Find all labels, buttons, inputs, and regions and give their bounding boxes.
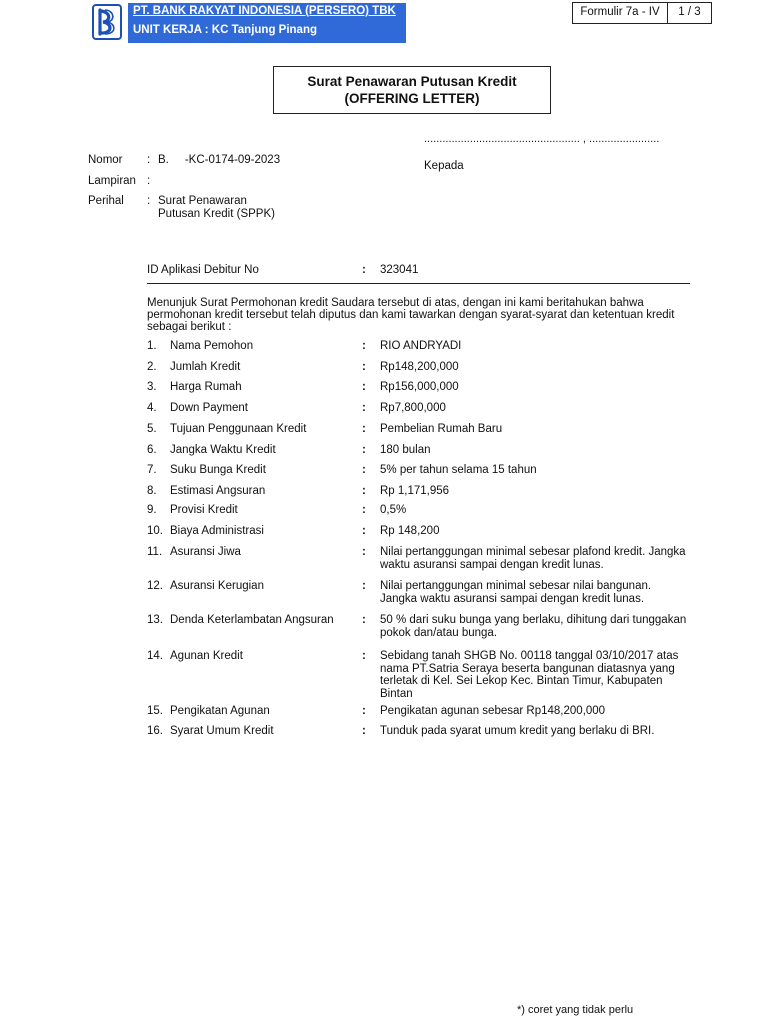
item-colon: : (362, 340, 366, 352)
item-value: Rp7,800,000 (380, 402, 446, 414)
page-number: 1 / 3 (678, 6, 701, 18)
item-label: Provisi Kredit (170, 504, 238, 516)
title-line-1: Surat Penawaran Putusan Kredit (307, 74, 517, 89)
form-code-box (572, 2, 712, 24)
item-value: Rp148,200,000 (380, 361, 459, 373)
item-label: Syarat Umum Kredit (170, 725, 274, 737)
item-value: Tunduk pada syarat umum kredit yang berlaku di BRI. (380, 725, 655, 737)
item-number: 10. (147, 525, 163, 537)
item-colon: : (362, 381, 366, 393)
document-title (273, 66, 551, 114)
header-band (128, 3, 406, 43)
item-number: 14. (147, 650, 163, 662)
item-label: Jumlah Kredit (170, 361, 241, 373)
item-number: 15. (147, 705, 163, 717)
item-colon: : (362, 444, 366, 456)
meta-label-nomor: Nomor (88, 154, 123, 166)
item-colon: : (362, 464, 366, 476)
item-number: 4. (147, 402, 157, 414)
item-number: 6. (147, 444, 157, 456)
item-value: Rp156,000,000 (380, 381, 459, 393)
meta-label-lampiran: Lampiran (88, 175, 136, 187)
item-value: 180 bulan (380, 444, 431, 456)
item-label: Agunan Kredit (170, 650, 243, 662)
item-label: Nama Pemohon (170, 340, 254, 352)
item-colon: : (362, 402, 366, 414)
item-label: Asuransi Kerugian (170, 580, 264, 592)
item-value: 5% per tahun selama 15 tahun (380, 464, 537, 476)
item-label: Asuransi Jiwa (170, 546, 241, 558)
intro-paragraph: Menunjuk Surat Permohonan kredit Saudara tersebut di atas, dengan ini kami beritahukan bahwa permohonan kredit tersebut telah diputus dan kami tawarkan dengan syarat-syarat dan ketentuan kredit sebagai berikut : (147, 297, 675, 333)
item-colon: : (362, 525, 366, 537)
item-value: Nilai pertanggungan minimal sebesar plafond kredit. Jangka waktu asuransi sampai dengan kredit lunas. (380, 546, 686, 571)
item-value: Pembelian Rumah Baru (380, 423, 503, 435)
item-colon: : (362, 485, 366, 497)
place-date-line: ................................................... , ....................... (424, 133, 660, 145)
meta-colon: : (147, 175, 151, 187)
item-colon: : (362, 705, 366, 717)
item-number: 7. (147, 464, 157, 476)
meta-label-perihal: Perihal (88, 195, 124, 207)
item-number: 9. (147, 504, 157, 516)
divider (147, 283, 690, 284)
item-colon: : (362, 504, 366, 516)
item-label: Tujuan Penggunaan Kredit (170, 423, 307, 435)
id-aplikasi-value: 323041 (380, 264, 419, 276)
item-colon: : (362, 614, 366, 626)
id-aplikasi-label: ID Aplikasi Debitur No (147, 264, 259, 276)
id-aplikasi-colon: : (362, 264, 366, 276)
recipient-label: Kepada (424, 160, 464, 172)
item-number: 16. (147, 725, 163, 737)
bri-logo-icon (92, 4, 122, 40)
item-value: Nilai pertanggungan minimal sebesar nilai bangunan. Jangka waktu asuransi sampai dengan kredit lunas. (380, 580, 652, 605)
item-label: Harga Rumah (170, 381, 242, 393)
item-value: RIO ANDRYADI (380, 340, 462, 352)
meta-value-nomor: B. -KC-0174-09-2023 (158, 154, 281, 166)
item-number: 5. (147, 423, 157, 435)
item-number: 2. (147, 361, 157, 373)
item-label: Denda Keterlambatan Angsuran (170, 614, 334, 626)
title-line-2: (OFFERING LETTER) (344, 91, 480, 106)
form-code: Formulir 7a - IV (573, 3, 668, 23)
item-value: Pengikatan agunan sebesar Rp148,200,000 (380, 705, 606, 717)
item-value: 0,5% (380, 504, 407, 516)
item-number: 8. (147, 485, 157, 497)
meta-value-perihal: Surat Penawaran Putusan Kredit (SPPK) (158, 195, 275, 220)
item-colon: : (362, 423, 366, 435)
item-colon: : (362, 580, 366, 592)
item-label: Down Payment (170, 402, 248, 414)
item-number: 3. (147, 381, 157, 393)
item-number: 12. (147, 580, 163, 592)
item-colon: : (362, 650, 366, 662)
item-value: Rp 148,200 (380, 525, 440, 537)
company-name: PT. BANK RAKYAT INDONESIA (PERSERO) TBK (133, 5, 396, 17)
item-label: Estimasi Angsuran (170, 485, 266, 497)
item-colon: : (362, 361, 366, 373)
item-value: Sebidang tanah SHGB No. 00118 tanggal 03/10/2017 atas nama PT.Satria Seraya beserta bangunan diatasnya yang terletak di Kel. Sei Lekop Kec. Bintan Timur, Kabupaten Bintan (380, 650, 679, 700)
item-number: 1. (147, 340, 157, 352)
item-label: Pengikatan Agunan (170, 705, 270, 717)
footnote: *) coret yang tidak perlu (517, 1004, 634, 1016)
item-value: Rp 1,171,956 (380, 485, 450, 497)
item-value: 50 % dari suku bunga yang berlaku, dihitung dari tunggakan pokok dan/atau bunga. (380, 614, 687, 639)
meta-colon: : (147, 195, 151, 207)
item-number: 13. (147, 614, 163, 626)
unit-name: UNIT KERJA : KC Tanjung Pinang (133, 24, 317, 36)
meta-colon: : (147, 154, 151, 166)
item-label: Jangka Waktu Kredit (170, 444, 276, 456)
item-label: Suku Bunga Kredit (170, 464, 266, 476)
item-number: 11. (147, 546, 163, 558)
item-colon: : (362, 725, 366, 737)
item-colon: : (362, 546, 366, 558)
item-label: Biaya Administrasi (170, 525, 264, 537)
